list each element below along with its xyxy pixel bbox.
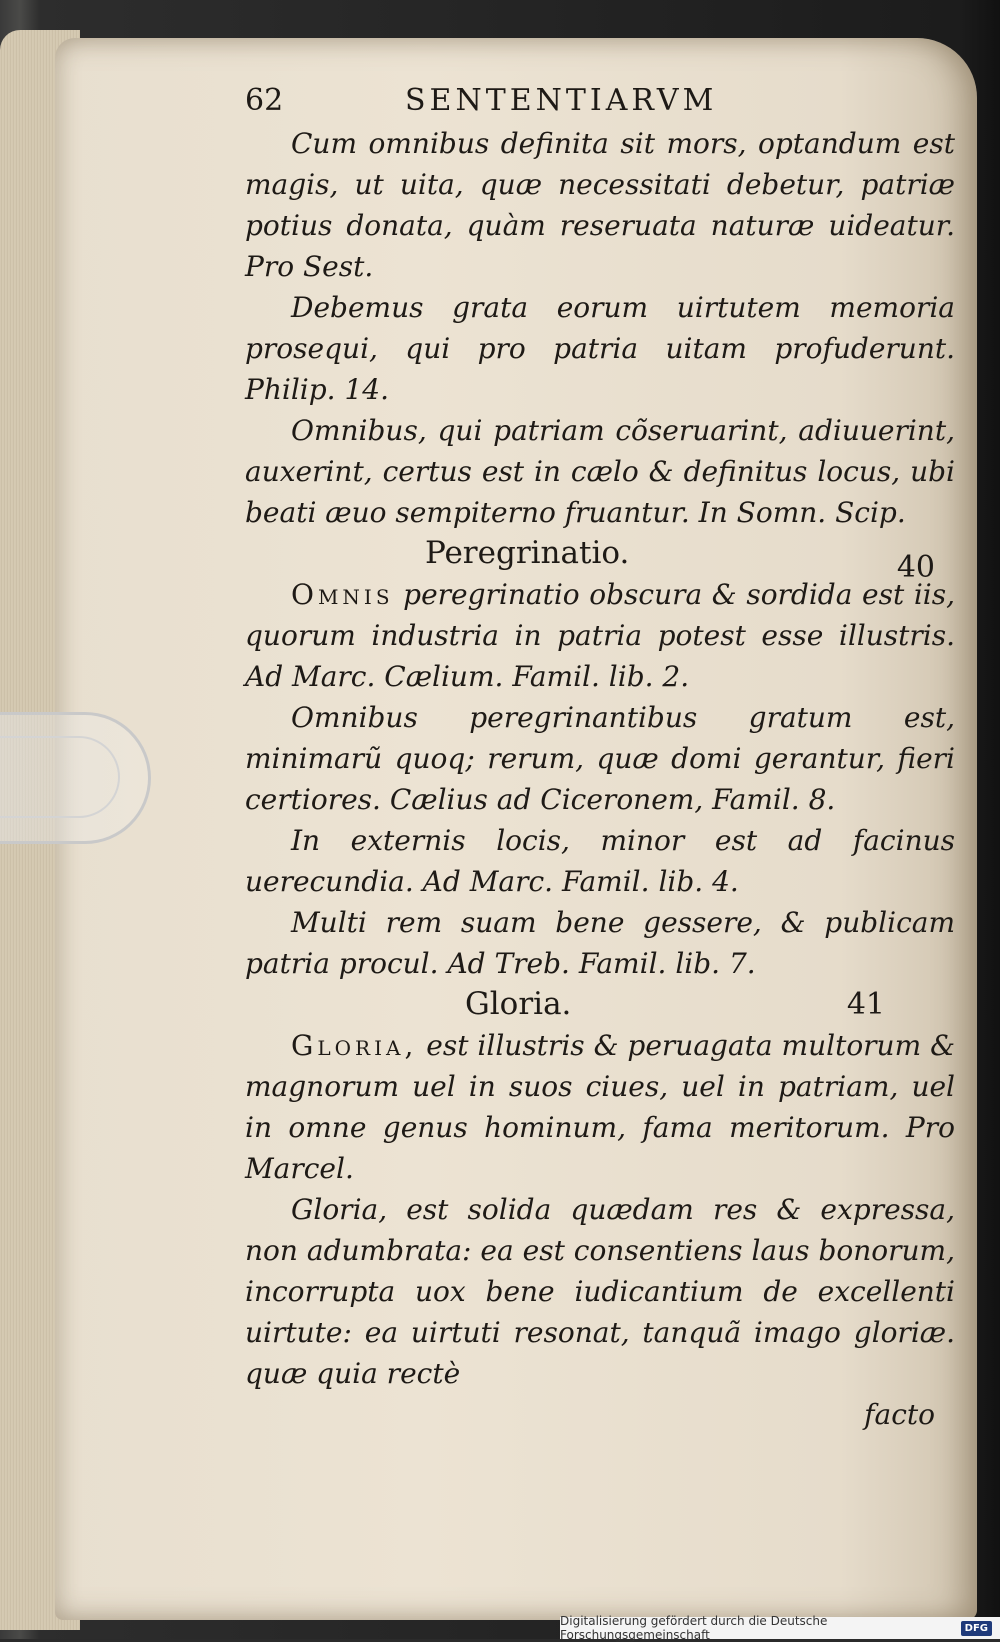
- section-heading: Gloria.: [465, 986, 572, 1022]
- paragraph: Gloria, est solida quædam res & expressa, non adumbrata: ea est consentiens laus bonorum, incorrupta uox bene iudicantium de excellenti uirtute: ea uirtuti resonat, tanquã imago gloriæ. quæ quia rectè: [245, 1193, 955, 1390]
- catchword: facto: [864, 1398, 935, 1431]
- section-number: 41: [846, 987, 885, 1022]
- running-title: SENTENTIARVM: [405, 83, 718, 118]
- paragraph: [245, 574, 955, 697]
- page-number: 62: [245, 83, 284, 118]
- paragraph: Omnibus, qui patriam cõseruarint, adiuuerint, auxerint, certus est in cælo & definitus locus, ubi beati æuo sempiterno fruantur. In Somn. Scip.: [245, 414, 955, 529]
- digitization-footer: [560, 1614, 1000, 1642]
- paragraph: Cum omnibus definita sit mors, optandum est magis, ut uita, quæ necessitati debetur, patriæ potius donata, quàm reseruata naturæ uideatur. Pro Sest.: [245, 127, 955, 283]
- running-header: [245, 80, 955, 121]
- page-text: [245, 80, 955, 1435]
- paragraph: Multi rem suam bene gessere, & publicam patria procul. Ad Treb. Famil. lib. 7.: [245, 906, 955, 980]
- paragraph: In externis locis, minor est ad facinus uerecundia. Ad Marc. Famil. lib. 4.: [245, 824, 955, 898]
- paragraph: Omnibus peregrinantibus gratum est, minimarũ quoq; rerum, quæ domi gerantur, fieri certiores. Cælius ad Ciceronem, Famil. 8.: [245, 701, 955, 816]
- paragraph: [245, 1025, 955, 1189]
- dfg-logo-icon: DFG: [961, 1621, 992, 1636]
- paragraph-text: peregrinatio obscura & sordida est iis, quorum industria in patria potest esse illustris. Ad Marc. Cælium. Famil. lib. 2.: [245, 578, 955, 693]
- section-heading-row: [245, 533, 955, 585]
- section-heading-row: [245, 984, 955, 1025]
- page-clip-inner: [0, 736, 120, 818]
- initial-word: Omnis: [291, 578, 394, 611]
- section-number: 40: [896, 550, 935, 585]
- paragraph: Debemus grata eorum uirtutem memoria prosequi, qui pro patria uitam profuderunt. Philip. 14.: [245, 291, 955, 406]
- initial-word: Gloria,: [291, 1029, 418, 1062]
- footer-credit: Digitalisierung gefördert durch die Deutsche Forschungsgemeinschaft: [560, 1614, 828, 1642]
- section-heading: Peregrinatio.: [425, 535, 630, 571]
- paragraph-text: est illustris & peruagata multorum & magnorum uel in suos ciues, uel in patriam, uel in omne genus hominum, fama meritorum. Pro Marcel.: [245, 1029, 955, 1185]
